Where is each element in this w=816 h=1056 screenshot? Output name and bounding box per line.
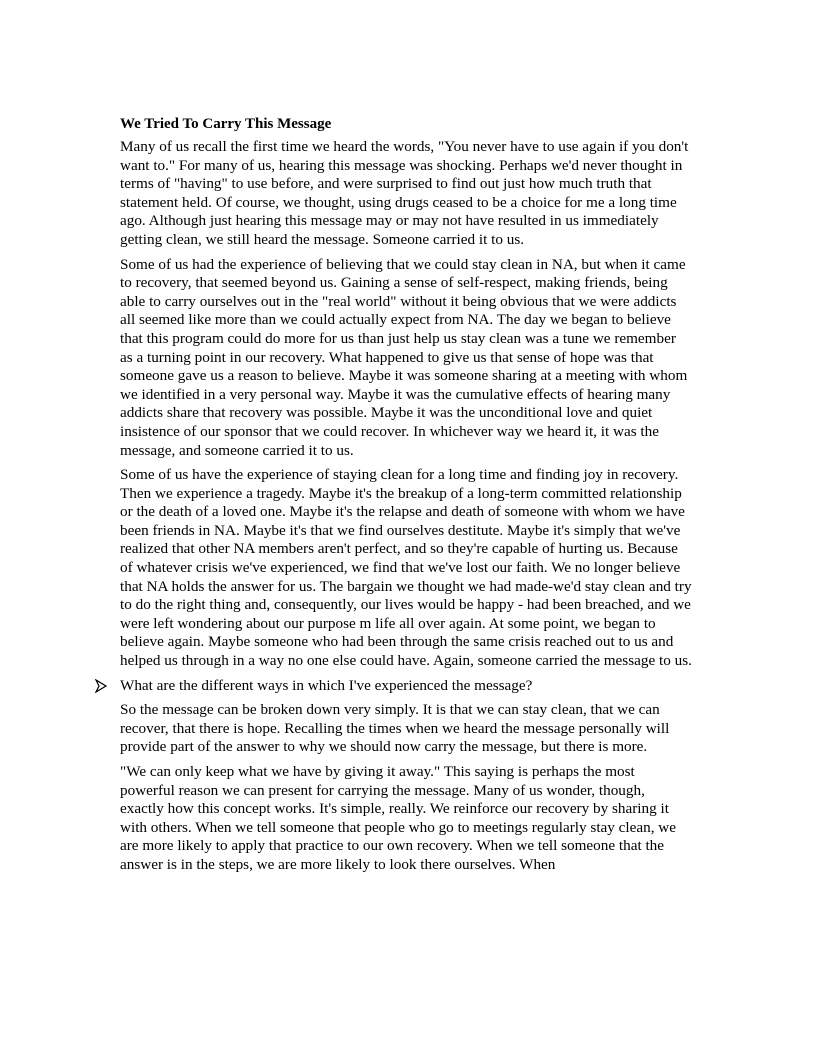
paragraph-3: Some of us have the experience of staying clean for a long time and finding joy in recovery. Then we experience a tragedy. Maybe it's the breakup of a long-term committed relationship or the death of a loved one. Maybe it's the relapse and death of someone with whom we have been friends in NA. Maybe it's that we find ourselves destitute. Maybe it's simply that we've realized that other NA members aren't perfect, and so they're capable of hurting us. Because of whatever crisis we've experienced, we find that we've lost our faith. We no longer believe that NA holds the answer for us. The bargain we thought we had made-we'd stay clean and try to do the right thing and, consequently, our lives would be happy - had been breached, and we were left wondering about our purpose m life all over again. At some point, we began to believe again. Maybe someone who had been through the same crisis reached out to us and helped us through in a way no one else could have. Again, someone carried the message to us. [120, 466, 692, 670]
question-bullet [120, 677, 692, 696]
section-heading: We Tried To Carry This Message [120, 116, 332, 132]
arrow-bullet-icon [95, 679, 107, 693]
paragraph-1: Many of us recall the first time we heard the words, "You never have to use again if you don't want to." For many of us, hearing this message was shocking. Perhaps we'd never thought in terms of "having" to use before, and were surprised to find out just how much truth that statement held. Of course, we thought, using drugs ceased to be a choice for me a long time ago. Although just hearing this message may or may not have resulted in us immediately getting clean, we still heard the message. Someone carried it to us. [120, 138, 689, 248]
question-text: What are the different ways in which I've experienced the message? [120, 676, 533, 694]
paragraph-5: "We can only keep what we have by giving it away." This saying is perhaps the most powerful reason we can present for carrying the message. Many of us wonder, though, exactly how this concept works. It's simple, really. We reinforce our recovery by sharing it with others. When we tell someone that people who go to meetings regularly stay clean, we are more likely to apply that practice to our own recovery. When we tell someone that the answer is in the steps, we are more likely to look there ourselves. When [120, 763, 677, 873]
document-page [120, 115, 692, 881]
paragraph-2: Some of us had the experience of believing that we could stay clean in NA, but when it came to recovery, that seemed beyond us. Gaining a sense of self-respect, making friends, being able to carry ourselves out in the "real world" without it being obvious that we were addicts all seemed like more than we could actually expect from NA. The day we began to believe that this program could do more for us than just help us stay clean was a tune we remember as a turning point in our recovery. What happened to give us that sense of hope was that someone gave us a reason to believe. Maybe it was someone sharing at a meeting with whom we identified in a very personal way. Maybe it was the cumulative effects of hearing many addicts share that recovery was possible. Maybe it was the unconditional love and quiet insistence of our sponsor that we could recover. In whichever way we heard it, it was the message, and someone carried it to us. [120, 255, 688, 459]
paragraph-4: So the message can be broken down very simply. It is that we can stay clean, that we can recover, that there is hope. Recalling the times when we heard the message personally will provide part of the answer to why we should now carry the message, but there is more. [120, 701, 670, 756]
